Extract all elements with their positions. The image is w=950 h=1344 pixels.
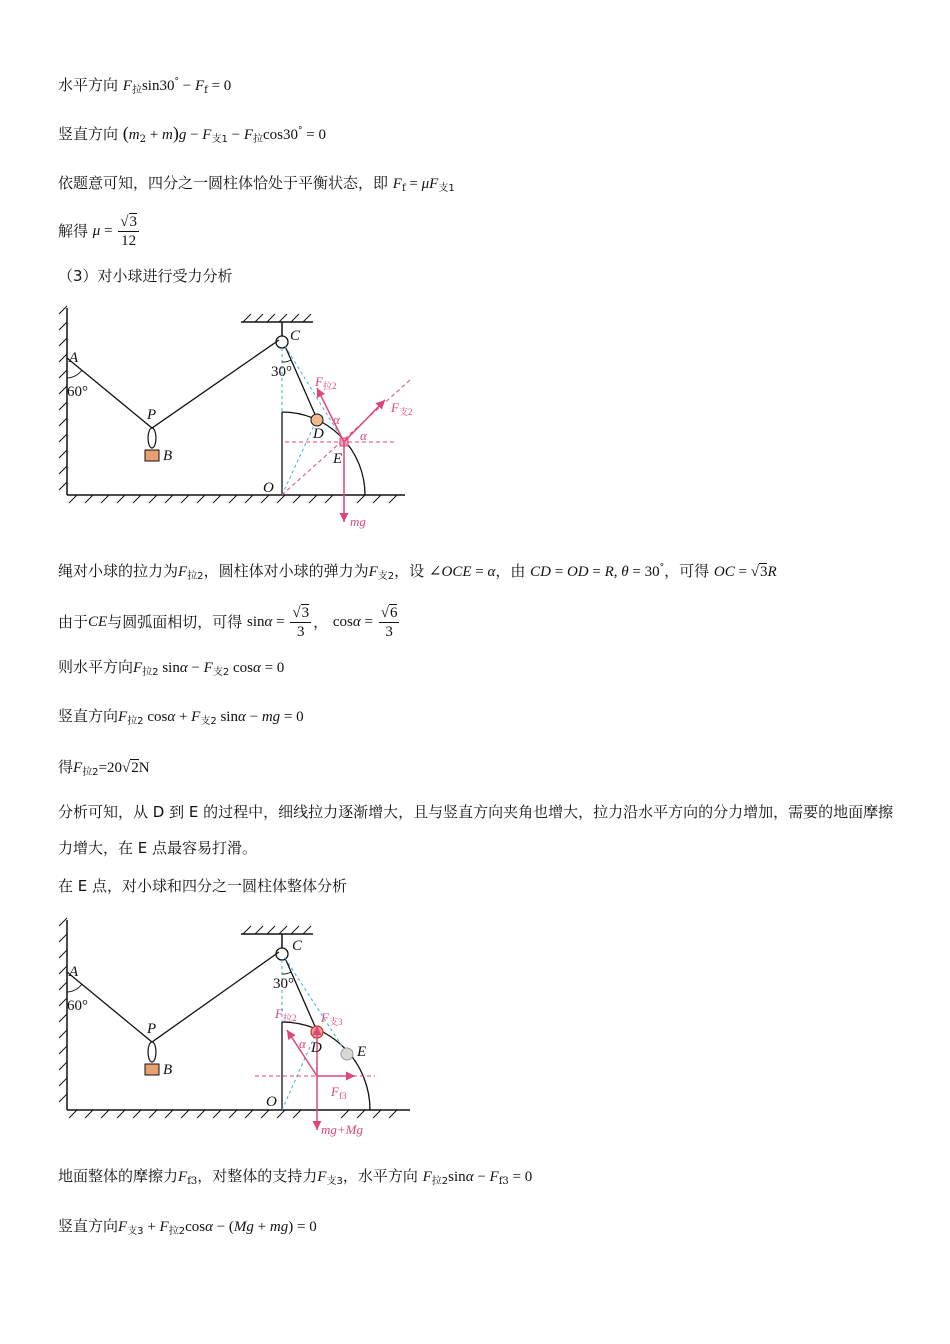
- eq-tangent: 由于CE与圆弧面相切，可得 sinα = $\frac{√3}{3}$ ， cosα = $\frac{√6}{3}$: [58, 605, 398, 640]
- fig2-label-C: C: [292, 938, 303, 954]
- fig2-label-B: B: [163, 1062, 173, 1078]
- eq-result-F: 得$F_{拉2}=20√2N$: [58, 758, 150, 778]
- fig2-label-F-la2: $F_{拉2}$: [275, 1006, 297, 1023]
- label-F-zhi2: $F_{支2}$: [391, 400, 413, 417]
- label-C: C: [290, 328, 301, 344]
- label-O: O: [263, 480, 274, 496]
- eq-mu-result: 解得 μ = $\frac{√3}{12}$: [58, 214, 138, 249]
- fig2-label-F-zhi3: $F_{支3}$: [321, 1010, 343, 1027]
- figure-2-force-diagram: [55, 912, 435, 1152]
- eq-definitions: 绳对小球的拉力为$F_{拉2}$，圆柱体对小球的弹力为$F_{支2}$，设 ∠OCE = α，由 CD = OD = R, θ = 30°，可得 OC = √3R: [58, 562, 777, 582]
- fig2-label-O: O: [266, 1094, 277, 1110]
- label-angle-30: 30°: [271, 364, 292, 380]
- eq-vertical-1: 竖直方向 $(m_2 + m)g - F_{支1} - F_拉\cos 30^\circ = 0$: [58, 123, 326, 145]
- label-P: P: [147, 407, 157, 423]
- section-E-title: 在 E 点，对小球和四分之一圆柱体整体分析: [58, 877, 348, 895]
- eq-whole-vertical: 竖直方向$F_{支3} + F_{拉2}\cos\alpha - (Mg + mg) = 0$: [58, 1217, 317, 1237]
- fig2-label-A: A: [69, 964, 79, 980]
- figure-1-force-diagram: [55, 300, 435, 540]
- fig2-label-angle-60: 60°: [67, 998, 88, 1014]
- eq-horizontal-1: 水平方向 $F_拉\sin 30^\circ - F_f = 0$: [58, 76, 232, 96]
- label-A: A: [69, 350, 79, 366]
- eq-horizontal-2: 则水平方向$F_{拉2}$ $\sin\alpha - F_{支2}$ cosα = 0: [58, 658, 285, 678]
- label-B: B: [163, 448, 173, 464]
- label-alpha-1: α: [333, 412, 340, 427]
- label-F-la2: $F_{拉2}$: [315, 374, 337, 391]
- fig2-label-D: D: [311, 1040, 322, 1056]
- analysis-paragraph: 分析可知，从 D 到 E 的过程中，细线拉力逐渐增大，且与竖直方向夹角也增大，拉力沿水平方向的分力增加，需要的地面摩擦力增大，在 E 点最容易打滑。: [58, 803, 894, 857]
- fig2-label-E: E: [357, 1044, 367, 1060]
- eq-balance: 依题意可知，四分之一圆柱体恰处于平衡状态，即 $F_f = \mu F_{支1}$: [58, 174, 455, 194]
- fig2-label-angle-30: 30°: [273, 976, 294, 992]
- eq-whole-horizontal: 地面整体的摩擦力$F_{f3}$，对整体的支持力$F_{支3}$，水平方向 $F_{拉2}\sin\alpha - F_{f3} = 0$: [58, 1167, 533, 1187]
- eq-vertical-2: 竖直方向$F_{拉2}$ $\cos\alpha + F_{支2}$ sinα − mg = 0: [58, 707, 304, 727]
- label-D: D: [313, 426, 324, 442]
- fig2-label-P: P: [147, 1021, 157, 1037]
- fig2-label-alpha: α: [299, 1036, 306, 1051]
- label-mg: mg: [350, 514, 366, 529]
- label-alpha-2: α: [360, 428, 367, 443]
- label-E: E: [333, 451, 343, 467]
- fig2-label-mgMg: mg+Mg: [321, 1122, 363, 1137]
- label-angle-60: 60°: [67, 384, 88, 400]
- fig2-label-F-f3: $F_{f3}$: [331, 1084, 347, 1101]
- section-3-title: （3）对小球进行受力分析: [58, 267, 233, 285]
